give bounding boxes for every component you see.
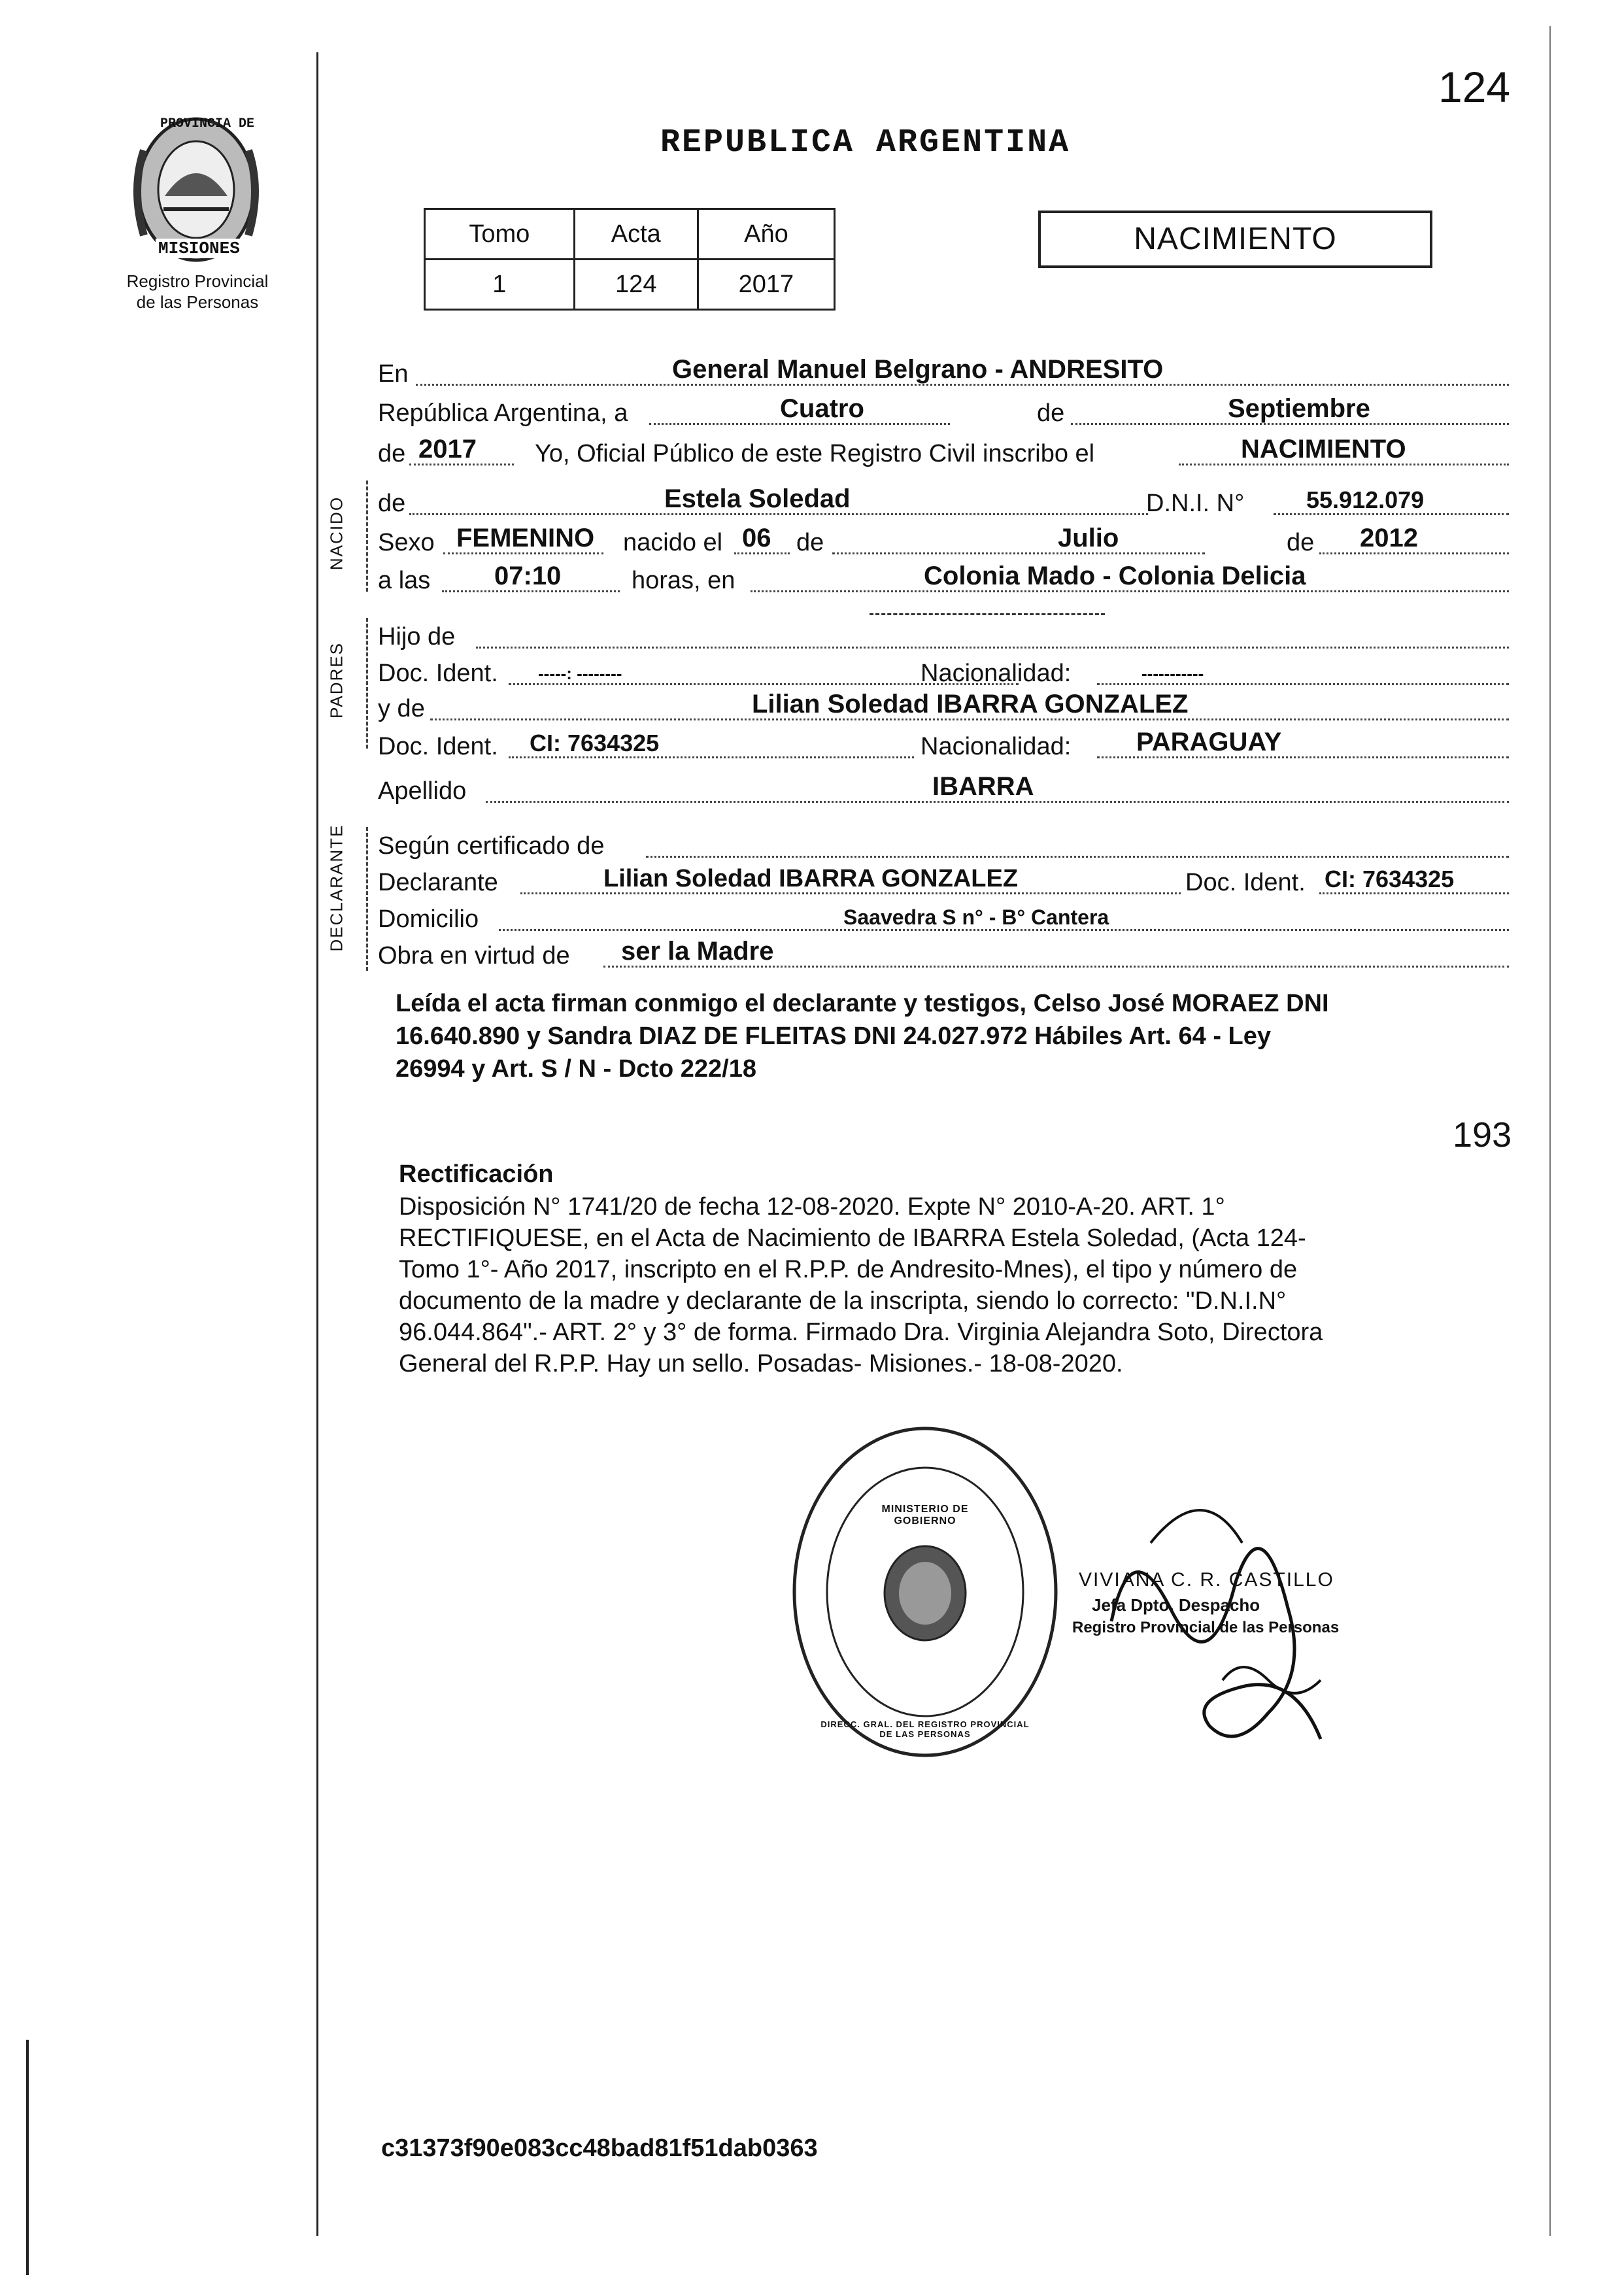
page-number-secondary: 193 (1453, 1115, 1512, 1155)
value-apellido: IBARRA (932, 772, 1034, 801)
dots-segun (646, 856, 1509, 858)
value-year: 2017 (418, 435, 477, 464)
label-nacionalidad-2: Nacionalidad: (921, 733, 1072, 760)
label-doc-1: Doc. Ident. (378, 660, 498, 687)
dots-hijo-de (476, 647, 1509, 649)
field-obra (378, 935, 1509, 974)
value-doc-2: CI: 7634325 (530, 730, 660, 756)
signature (1072, 1464, 1425, 1791)
label-republica: República Argentina, a (378, 399, 628, 427)
official-seal (788, 1422, 1062, 1762)
dots-birth-month (832, 552, 1205, 554)
field-sexo (378, 522, 1509, 561)
label-doc-2: Doc. Ident. (378, 733, 498, 760)
value-lugar: Colonia Mado - Colonia Delicia (924, 562, 1306, 590)
label-sexo: Sexo (378, 529, 435, 556)
label-doc-declarante: Doc. Ident. (1185, 869, 1306, 896)
label-horas-en: horas, en (632, 567, 735, 594)
value-month: Septiembre (1228, 394, 1370, 423)
label-de-year: de (378, 440, 406, 467)
left-margin-line (316, 52, 318, 2236)
signatory-office: Registro Provincial de las Personas (1072, 1619, 1340, 1636)
value-hora: 07:10 (494, 562, 562, 590)
strike-line (870, 613, 1105, 615)
section-label-declarante: DECLARANTE (326, 824, 346, 952)
label-de-birth-month: de (796, 529, 824, 556)
field-en (378, 353, 1509, 392)
label-en: En (378, 360, 409, 388)
field-segun (378, 825, 1509, 864)
value-doc-1: -----: -------- (538, 664, 622, 683)
closing-line-3: 26994 y Art. S / N - Dcto 222/18 (396, 1055, 756, 1083)
value-place: General Manuel Belgrano - ANDRESITO (672, 355, 1164, 384)
table-value-acta: 124 (574, 260, 698, 310)
rectificacion-line-3: Tomo 1°- Año 2017, inscripto en el R.P.P. de Andresito-Mnes), el tipo y número de (399, 1256, 1298, 1283)
record-table (424, 208, 836, 311)
declarante-section-bar (366, 827, 369, 971)
document-hash: c31373f90e083cc48bad81f51dab0363 (381, 2135, 818, 2162)
signatory-name: VIVIANA C. R. CASTILLO (1079, 1569, 1334, 1591)
field-year (378, 433, 1509, 472)
value-mother: Lilian Soledad IBARRA GONZALEZ (752, 690, 1189, 718)
value-nacionalidad-1: ----------- (1141, 664, 1204, 683)
section-label-padres: PADRES (326, 642, 346, 718)
label-declarante: Declarante (378, 869, 498, 896)
table-value-ano: 2017 (698, 260, 834, 310)
logo-ring-text: PROVINCIA DE (160, 116, 255, 131)
field-apellido (378, 770, 1509, 809)
field-hora (378, 560, 1509, 599)
rectificacion-line-2: RECTIFIQUESE, en el Acta de Nacimiento de IBARRA Estela Soledad, (Acta 124- (399, 1224, 1306, 1252)
seal-icon (788, 1422, 1062, 1762)
label-nacido: nacido el (623, 529, 723, 556)
label-apellido: Apellido (378, 777, 467, 805)
field-doc-2 (378, 726, 1509, 765)
table-header-tomo: Tomo (425, 209, 575, 260)
value-nacionalidad-2: PARAGUAY (1136, 728, 1282, 756)
logo-caption-2: de las Personas (136, 292, 259, 312)
label-de-month: de (1037, 399, 1065, 427)
label-y-de: y de (378, 695, 425, 722)
province-logo (118, 111, 275, 268)
closing-line-1: Leída el acta firman conmigo el declarante y testigos, Celso José MORAEZ DNI (396, 990, 1329, 1017)
section-label-nacido: NACIDO (326, 496, 346, 571)
nacido-section-bar (366, 481, 369, 592)
logo-caption-1: Registro Provincial (126, 271, 269, 291)
field-doc-1 (378, 652, 1509, 692)
field-declarante (378, 862, 1509, 901)
table-value-tomo: 1 (425, 260, 575, 310)
label-dni: D.N.I. N° (1146, 490, 1245, 517)
field-republica (378, 392, 1509, 431)
closing-statement (396, 987, 1329, 1085)
rectificacion-heading: Rectificación (399, 1160, 554, 1188)
closing-line-2: 16.640.890 y Sandra DIAZ DE FLEITAS DNI 24.027.972 Hábiles Art. 64 - Ley (396, 1022, 1272, 1050)
label-segun: Según certificado de (378, 832, 605, 860)
rectificacion-body (399, 1191, 1323, 1379)
value-doc-declarante: CI: 7634325 (1325, 866, 1455, 892)
rectificacion-line-1: Disposición N° 1741/20 de fecha 12-08-2020. Expte N° 2010-A-20. ART. 1° (399, 1193, 1225, 1221)
value-declarante: Lilian Soledad IBARRA GONZALEZ (603, 865, 1019, 892)
value-birth-month: Julio (1058, 524, 1119, 552)
value-sexo: FEMENINO (456, 524, 595, 552)
label-inscribo: Yo, Oficial Público de este Registro Civil inscribo el (535, 440, 1095, 467)
table-header-ano: Año (698, 209, 834, 260)
signatory-role: Jefa Dpto. Despacho (1092, 1595, 1260, 1615)
field-name (378, 482, 1509, 522)
label-nacionalidad-1: Nacionalidad: (921, 660, 1072, 687)
label-obra: Obra en virtud de (378, 942, 570, 970)
page-number: 124 (1438, 63, 1511, 111)
label-hijo-de: Hijo de (378, 623, 456, 650)
field-y-de (378, 688, 1509, 727)
value-dni: 55.912.079 (1306, 486, 1425, 513)
label-domicilio: Domicilio (378, 905, 479, 933)
rectificacion-line-4: documento de la madre y declarante de la inscripta, siendo lo correcto: "D.N.I.N° (399, 1287, 1287, 1315)
right-edge-line (1549, 26, 1551, 2236)
rectificacion-line-6: General del R.P.P. Hay un sello. Posadas- Misiones.- 18-08-2020. (399, 1350, 1123, 1377)
label-de-birth-year: de (1287, 529, 1315, 556)
value-birth-year: 2012 (1360, 524, 1418, 552)
seal-inner-text: MINISTERIO DE GOBIERNO (881, 1504, 969, 1527)
value-obra: ser la Madre (621, 937, 774, 966)
logo-name: MISIONES (156, 239, 243, 258)
label-de-name: de (378, 490, 406, 517)
label-a-las: a las (378, 567, 431, 594)
field-hijo-de (378, 616, 1509, 655)
field-domicilio (378, 898, 1509, 937)
seal-outer-text: DIRECC. GRAL. DEL REGISTRO PROVINCIAL DE LAS PERSONAS (820, 1719, 1030, 1739)
value-birth-day: 06 (742, 524, 771, 552)
document-title: REPUBLICA ARGENTINA (660, 124, 1071, 161)
record-type-box: NACIMIENTO (1038, 211, 1432, 268)
padres-section-bar (366, 618, 369, 749)
rectificacion-line-5: 96.044.864".- ART. 2° y 3° de forma. Firmado Dra. Virginia Alejandra Soto, Directora (399, 1319, 1323, 1346)
value-event: NACIMIENTO (1241, 435, 1406, 464)
binding-mark (26, 2040, 29, 2275)
value-domicilio: Saavedra S n° - B° Cantera (843, 905, 1109, 929)
value-day: Cuatro (780, 394, 864, 423)
value-name: Estela Soledad (664, 484, 851, 513)
table-header-acta: Acta (574, 209, 698, 260)
